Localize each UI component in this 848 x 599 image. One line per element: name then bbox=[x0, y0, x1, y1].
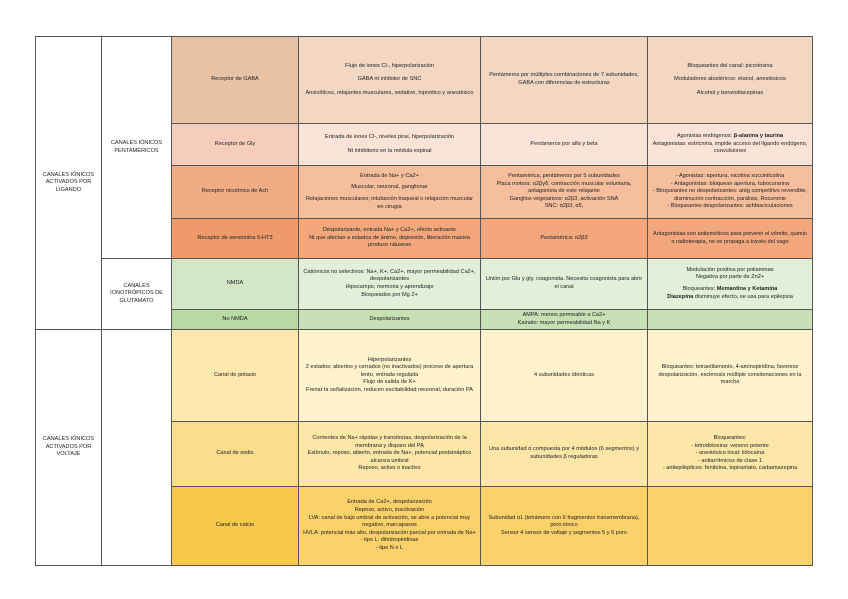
structure-calcium bbox=[481, 487, 648, 566]
structure-line: Kainato: mayor permeabilidad Na y K bbox=[517, 319, 611, 326]
structure-line: Subunidad α1 (tetrámero con 6 fragmentos transmembrana), poro iónico bbox=[488, 514, 640, 529]
description-line: Bloqueados por Mg 2+ bbox=[361, 291, 418, 298]
pharmacology-line: - antiarrítmicos de clase 1 bbox=[697, 457, 763, 464]
pharmacology-line: Alcohol y benzodiacepinas bbox=[696, 89, 764, 96]
table-row bbox=[36, 259, 813, 310]
pharmacology-gly bbox=[648, 124, 813, 166]
description-ach bbox=[299, 166, 481, 219]
pharmacology-line: - anestésico local: lidocaína bbox=[695, 450, 765, 457]
subcategory-pentameric-label: CANALES IÓNICOS PENTAMÉRICOS bbox=[110, 139, 163, 154]
description-line: Relajaciones musculares; intubación traqueal o relajación muscular en cirugía bbox=[306, 196, 473, 210]
structure-gly: Pentámeros por alfa y beta bbox=[481, 124, 648, 166]
description-line: Nt que afectan a estados de ánimo, depresión, liberación masiva produce náuseas bbox=[309, 234, 470, 249]
pharmacology-prefix: Bloqueantes: bbox=[682, 286, 717, 292]
description-calcium bbox=[299, 487, 481, 566]
pharmacology-line: - Antagonistas: bloquean apertura, tubocurarina bbox=[670, 180, 790, 187]
description-line: Estímulo, reposo, abierto, entrada de Na+, potencial postsináptico alcanza umbral bbox=[307, 450, 472, 464]
channels-table bbox=[35, 36, 813, 566]
pharmacology-line: - antiepilépticos: fenitoína, topiramato, carbamazepina bbox=[662, 465, 798, 472]
description-line: 2 estados; abiertos y cerrados (no inactivados) proceso de apertura lento, entrada regulada bbox=[305, 364, 474, 378]
pharmacology-sodium bbox=[648, 422, 813, 487]
category-ligand-label: CANALES IÓNICOS ACTIVADOS POR LIGANDO bbox=[42, 171, 95, 193]
pharmacology-line: Antagonistas: estricnina, impide acceso del ligando endógeno, convulsiones bbox=[652, 140, 808, 155]
description-line: LVA: canal de bajo umbral de activación, se abre a potencial muy negativo, marcapasos bbox=[308, 514, 471, 529]
pharmacology-line: - Bloqueantes no despolarizantes: antg competitivo reversible, disminución contracción, parálisis, Rocuronio bbox=[652, 188, 808, 202]
description-line: Ansiolíticos, relajantes musculares, sedativo, hipnótico y anestésico bbox=[305, 89, 474, 96]
pharmacology-bold: Diazepina bbox=[667, 293, 694, 300]
receptor-name-ach: Receptor nicotínico de Ach bbox=[172, 166, 299, 219]
table-row bbox=[36, 37, 813, 124]
description-line: - tipo N o L bbox=[375, 544, 404, 551]
table-row bbox=[36, 330, 813, 422]
description-line: Reposo, activo o inactivo bbox=[358, 465, 421, 472]
pharmacology-line: Bloqueantes del canal: picrotoxina bbox=[687, 62, 773, 69]
pharmacology-potassium: Bloqueantes: tetraetilamonio, 4-aminopiridina, favorece despolarización, esclerosis múltiple consitenaciones en la marcha bbox=[648, 330, 813, 422]
pharmacology-line bbox=[652, 294, 808, 302]
pharmacology-prefix: Agonistas endógenos: bbox=[676, 133, 734, 140]
pharmacology-bold: Memantina y Ketamina bbox=[716, 286, 778, 292]
pharmacology-line: Negativa por parte de Zn2+ bbox=[695, 274, 765, 281]
pharmacology-non-nmda bbox=[648, 310, 813, 330]
receptor-name-nmda: NMDA bbox=[172, 259, 299, 310]
description-nmda bbox=[299, 259, 481, 310]
description-line: Reposo, activo, inactivación bbox=[354, 507, 425, 514]
description-line: Hipocampo, memoria y aprendizaje bbox=[345, 284, 434, 290]
pharmacology-line: Modulación positiva por poliaminas bbox=[686, 266, 774, 273]
subcategory-glutamate-label: CANALES IONOTRÓPICOS DE GLUTAMATO bbox=[110, 282, 163, 304]
description-line: Flujo de salida de K+ bbox=[363, 379, 416, 386]
pharmacology-line: - Bloqueantes despolarizantes: achfasciculaciones bbox=[667, 203, 793, 210]
structure-non-nmda bbox=[481, 310, 648, 330]
description-line: Nt inhibitorio en la médula espinal bbox=[347, 147, 432, 154]
structure-nmda: Unión por Glu y gly, coagonista. Necesita coagonista para abrir el canal bbox=[481, 259, 648, 310]
subcategory-glutamate-cell bbox=[102, 259, 172, 330]
description-potassium bbox=[299, 330, 481, 422]
description-line: Corrientes de Na+ rápidas y transitorias, despolarización de la membrana y disparo del PA bbox=[312, 435, 467, 449]
category-voltage-label: CANALES IÓNICOS ACTIVADOS POR VOLTAJE bbox=[42, 436, 95, 458]
description-gaba bbox=[299, 37, 481, 124]
category-voltage-cell bbox=[36, 330, 102, 566]
pharmacology-line: Bloqueantes: bbox=[713, 435, 747, 442]
description-line: Despolarizante, entrada Na+ y Ca2+, efecto activante bbox=[322, 227, 457, 234]
description-line: Hiperpolarizantes bbox=[367, 356, 412, 363]
pharmacology-line: Moduladores alostéricos: etanol, anestésicos bbox=[674, 76, 786, 83]
structure-ach: Pentamérica, pentámeros por 5 subunidades Placa motora: α2βγδ, contracción muscular voluntaria, antagonista de este relajante Ganglios vegetativos: α2β3, activación SNA SNC: α2β3, α5, bbox=[481, 166, 648, 219]
structure-5ht3: Pentamérica: α2β3 bbox=[481, 219, 648, 259]
subcategory-empty-cell bbox=[102, 330, 172, 566]
pharmacology-line: - Agonistas: apertura, nicotina succinilcolina bbox=[675, 173, 785, 180]
description-non-nmda: Despolarizantes bbox=[299, 310, 481, 330]
description-line: Flujo de iones Cl-, hiperpolarización bbox=[345, 62, 434, 69]
pharmacology-ach bbox=[648, 166, 813, 219]
pharmacology-line bbox=[652, 133, 808, 141]
description-sodium bbox=[299, 422, 481, 487]
structure-potassium: 4 subunidades idénticas bbox=[481, 330, 648, 422]
description-line: Entrada de Ca2+, despolarización bbox=[347, 499, 432, 506]
receptor-name-gaba: Receptor de GABA bbox=[172, 37, 299, 124]
description-line: - tipo L: dihidropiridinas bbox=[360, 537, 419, 544]
receptor-name-non-nmda: No NMDA bbox=[172, 310, 299, 330]
pharmacology-nmda bbox=[648, 259, 813, 310]
description-5ht3 bbox=[299, 219, 481, 259]
description-line: GABA nt inhibitor de SNC bbox=[357, 76, 422, 83]
receptor-name-gly: Receptor de Gly bbox=[172, 124, 299, 166]
pharmacology-gaba bbox=[648, 37, 813, 124]
pharmacology-line: - tetrodotoxina: veneno potente bbox=[691, 442, 769, 449]
channel-name-potassium: Canal de potasio bbox=[172, 330, 299, 422]
pharmacology-line bbox=[652, 286, 808, 294]
channel-name-calcium: Canal de calcio bbox=[172, 487, 299, 566]
description-line: Entrada de Na+ y Ca2+ bbox=[360, 172, 419, 179]
pharmacology-calcium bbox=[648, 487, 813, 566]
category-ligand-cell bbox=[36, 37, 102, 330]
pharmacology-5ht3: Antagonistas son antieméticos para prevenir el vómito, quimio o radioterapia, no se propaga a través del vago bbox=[648, 219, 813, 259]
description-line: Frenar la señalización, reducen excitabilidad neuronal, duración PA bbox=[306, 386, 473, 393]
structure-line: Sensor 4 sensor de voltaje y segmentos 5 y 6 poro bbox=[501, 529, 627, 536]
receptor-name-5ht3: Receptor de serotonina 5-HT3 bbox=[172, 219, 299, 259]
subcategory-pentameric-cell bbox=[102, 37, 172, 259]
pharmacology-suffix: disminuye efecto, se usa para epilepsia bbox=[693, 293, 793, 300]
pharmacology-bold: β-alanina y taurina bbox=[733, 133, 784, 140]
structure-sodium: Una subunidad α compuesta por 4 módulos (6 segmentos) y subunidades β reguladoras bbox=[481, 422, 648, 487]
description-gly bbox=[299, 124, 481, 166]
structure-line: AMPA: menos permeable a Ca2+ bbox=[522, 311, 606, 318]
description-line: HVLA: potencial más alto, despolarización parcial por entrada de Na+ bbox=[303, 529, 476, 536]
channel-name-sodium: Canal de sodio bbox=[172, 422, 299, 487]
structure-gaba: Pentámeros por múltiples combinaciones de 7 subunidades, GABA con diferencias de estructuras bbox=[481, 37, 648, 124]
description-line: Entrada de iones Cl-, niveles pirai, hiperpolarización bbox=[324, 133, 455, 140]
description-line: Catiónicos no selectivos: Na+, K+, Ca2+, mayor permeabilidad Ca2+, despolarizantes bbox=[303, 268, 476, 283]
description-line: Muscular, neuronal, ganglionar bbox=[351, 184, 428, 191]
